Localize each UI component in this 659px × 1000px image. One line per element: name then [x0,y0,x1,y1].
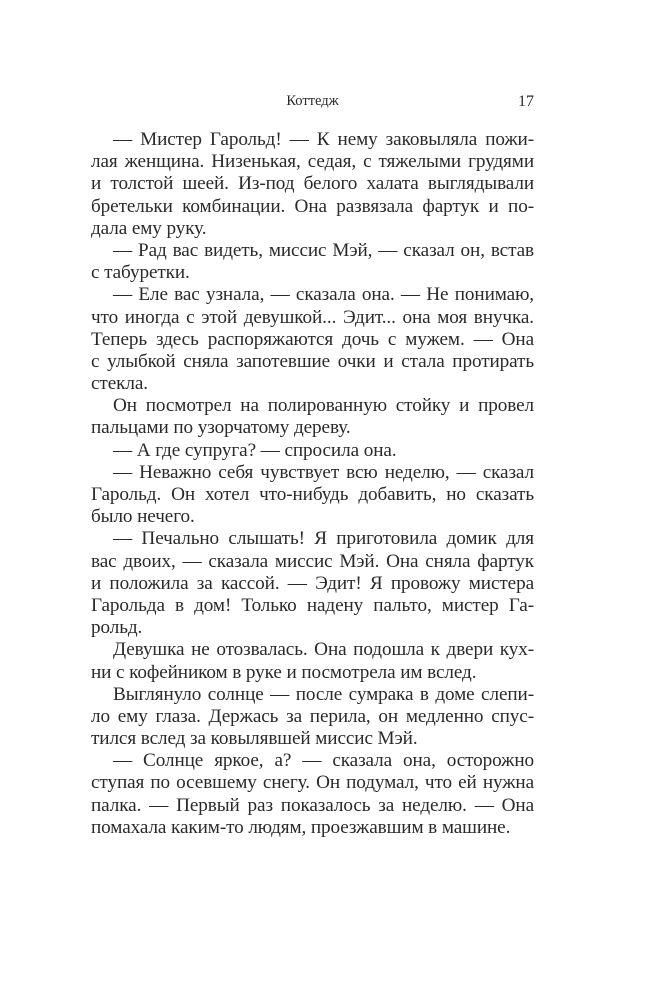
body-text [91,129,534,839]
paragraph [91,639,534,683]
text-line: Девушка не отозвалась. Она подошла к двери кух- [113,639,534,661]
paragraph [91,129,534,240]
text-line: — Рад вас видеть, миссис Мэй, — сказал он, встав [113,239,534,261]
text-line: Он посмотрел на полированную стойку и провел [113,395,534,417]
text-line: лая женщина. Низенькая, седая, с тяжелыми грудями [91,151,534,173]
text-line: было нечего. [91,506,195,528]
text-line: — А где супруга? — спросила она. [113,439,397,461]
text-line: Выглянуло солнце — после сумрака в доме слепи- [113,683,534,705]
paragraph [91,240,534,284]
text-line: и толстой шеей. Из-под белого халата выглядывали [91,173,534,195]
paragraph [91,462,534,529]
text-line: — Еле вас узнала, — сказала она. — Не понимаю, [113,284,534,306]
text-line: с улыбкой сняла запотевшие очки и стала протирать [91,350,534,372]
text-line: ло ему глаза. Держась за перила, он медленно спус- [91,705,534,727]
text-line: и положила за кассой. — Эдит! Я провожу мистера [91,572,534,594]
text-line: дала ему руку. [91,217,207,239]
text-line: палка. — Первый раз показалось за неделю. — Она [91,794,534,816]
text-line: — Неважно себя чувствует всю неделю, — сказал [113,461,534,483]
text-line: Гарольда в дом! Только надену пальто, мистер Га- [91,594,534,616]
paragraph [91,528,534,639]
text-line: что иногда с этой девушкой... Эдит... она моя внучка. [91,306,534,328]
text-line: пальцами по узорчатому дереву. [91,417,351,439]
text-line: Теперь здесь распоряжаются дочь с мужем. — Она [91,328,534,350]
text-line: с табуретки. [91,262,190,284]
paragraph [91,284,534,395]
text-line: ни с кофейником в руке и посмотрела им вслед. [91,661,477,683]
text-line: — Солнце яркое, а? — сказала она, осторожно [113,750,534,772]
running-title: Коттедж [286,93,339,109]
text-line: стекла. [91,373,148,395]
paragraph [91,395,534,439]
text-line: вас двоих, — сказала миссис Мэй. Она сняла фартук [91,550,534,572]
paragraph [91,684,534,751]
text-line: Гарольд. Он хотел что-нибудь добавить, но сказать [91,484,534,505]
paragraph [91,440,534,462]
running-header [91,93,534,113]
page-number: 17 [518,93,534,110]
paragraph [91,750,534,839]
text-line: помахала каким-то людям, проезжавшим в машине. [91,816,511,838]
text-line: тился вслед за ковылявшей миссис Мэй. [91,728,418,750]
text-line: — Мистер Гарольд! — К нему заковыляла пожи- [113,129,534,150]
text-line: рольд. [91,617,143,639]
text-line: бретельки комбинации. Она развязала фартук и по- [91,195,534,217]
text-line: ступая по осевшему снегу. Он подумал, что ей нужна [91,772,534,794]
text-line: — Печально слышать! Я приготовила домик для [113,528,534,550]
